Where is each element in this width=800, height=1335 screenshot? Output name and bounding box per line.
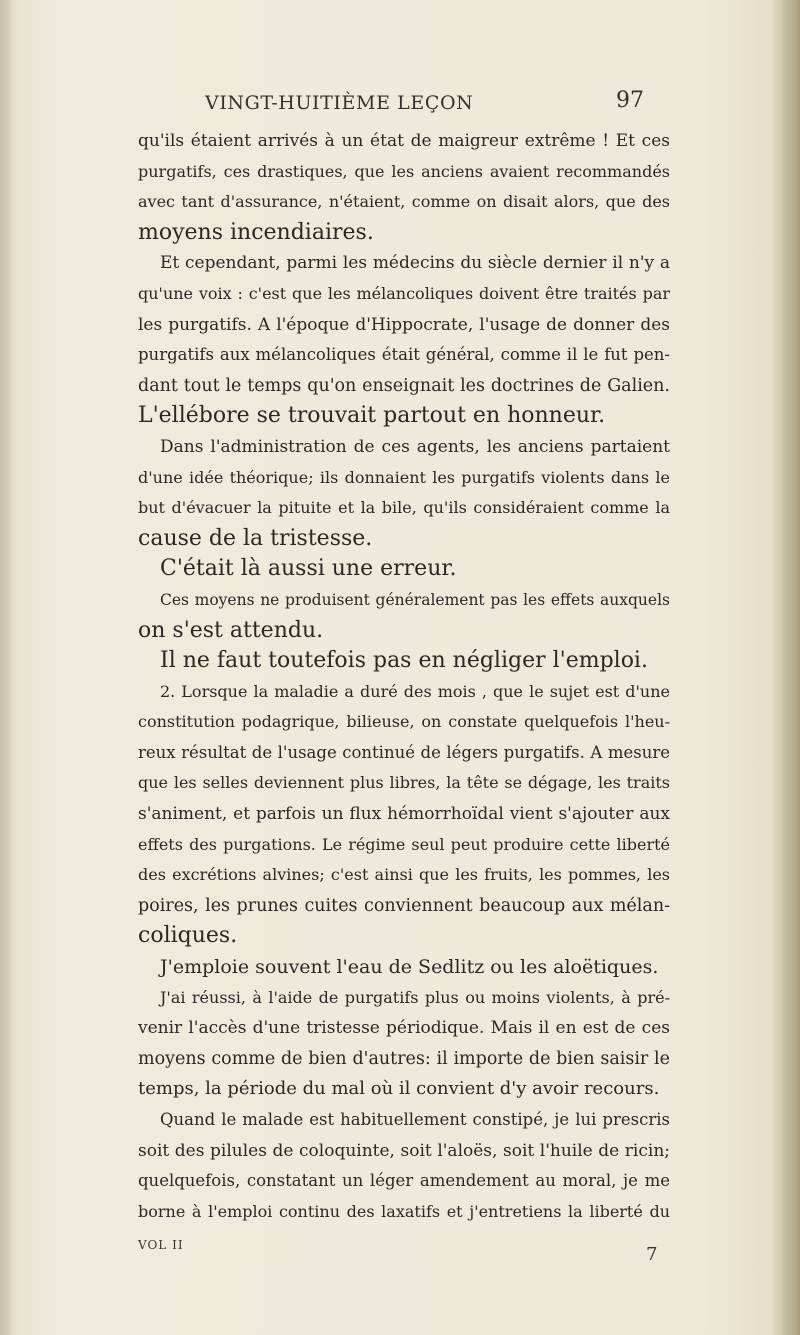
text-line: que les selles deviennent plus libres, la tête se dégage, les traits — [138, 773, 670, 793]
text-line: Ces moyens ne produisent généralement pas les effets auxquels — [160, 590, 670, 609]
page-footer — [138, 1238, 670, 1278]
text-line: d'une idée théorique; ils donnaient les purgatifs violents dans le — [138, 467, 670, 487]
page-number: 97 — [616, 88, 644, 113]
text-line: Il ne faut toutefois pas en négliger l'emploi. — [160, 648, 648, 674]
volume-signature: VOL II — [138, 1238, 184, 1252]
page-header — [0, 88, 800, 122]
text-line: dant tout le temps qu'on enseignait les doctrines de Galien. — [138, 375, 670, 396]
running-head: VINGT-HUITIÈME LEÇON — [205, 92, 474, 114]
text-line: coliques. — [138, 923, 238, 949]
text-line: Et cependant, parmi les médecins du siècle dernier il n'y a — [160, 253, 670, 274]
page-gutter-shadow — [0, 0, 14, 1335]
text-line: effets des purgations. Le régime seul peut produire cette liberté — [138, 834, 670, 854]
text-line: temps, la période du mal où il convient d'y avoir recours. — [138, 1078, 660, 1100]
text-line: soit des pilules de coloquinte, soit l'aloës, soit l'huile de ricin; — [138, 1140, 670, 1161]
text-line: but d'évacuer la pituite et la bile, qu'ils considéraient comme la — [138, 498, 670, 518]
text-line: L'ellébore se trouvait partout en honneur. — [138, 403, 606, 429]
text-line: J'emploie souvent l'eau de Sedlitz ou les aloëtiques. — [160, 956, 659, 979]
text-line: les purgatifs. A l'époque d'Hippocrate, l'usage de donner des — [138, 314, 670, 335]
signature-number: 7 — [646, 1244, 658, 1265]
text-line: qu'ils étaient arrivés à un état de maigreur extrême ! Et ces — [138, 131, 670, 151]
text-line: qu'une voix : c'est que les mélancoliques doivent être traités par — [138, 283, 670, 303]
text-line: quelquefois, constatant un léger amendement au moral, je me — [138, 1171, 670, 1191]
text-line: poires, les prunes cuites conviennent beaucoup aux mélan- — [138, 895, 670, 916]
text-line: on s'est attendu. — [138, 617, 324, 643]
text-line: Dans l'administration de ces agents, les anciens partaient — [160, 436, 670, 457]
text-line: s'animent, et parfois un flux hémorrhoïdal vient s'ajouter aux — [138, 804, 670, 825]
text-line: moyens incendiaires. — [138, 219, 374, 245]
text-line: C'était là aussi une erreur. — [160, 556, 457, 582]
text-line: moyens comme de bien d'autres: il importe de bien saisir le — [138, 1048, 670, 1069]
text-line: avec tant d'assurance, n'étaient, comme on disait alors, que des — [138, 192, 670, 212]
body-text — [138, 126, 670, 1227]
text-line: constitution podagrique, bilieuse, on constate quelquefois l'heu- — [138, 712, 670, 732]
text-line: J'ai réussi, à l'aide de purgatifs plus ou moins violents, à pré- — [160, 987, 670, 1007]
text-line: cause de la tristesse. — [138, 525, 373, 551]
text-line: borne à l'emploi continu des laxatifs et j'entretiens la liberté du — [138, 1201, 670, 1221]
text-line: Quand le malade est habituellement constipé, je lui prescris — [160, 1110, 670, 1129]
text-line: 2. Lorsque la maladie a duré des mois , que le sujet est d'une — [160, 681, 670, 701]
text-line: purgatifs aux mélancoliques était général, comme il le fut pen- — [138, 345, 670, 365]
text-line: venir l'accès d'une tristesse périodique. Mais il en est de ces — [138, 1018, 670, 1039]
text-line: reux résultat de l'usage continué de légers purgatifs. A mesure — [138, 742, 670, 762]
text-line: des excrétions alvines; c'est ainsi que les fruits, les pommes, les — [138, 865, 670, 885]
text-line: purgatifs, ces drastiques, que les anciens avaient recommandés — [138, 161, 670, 181]
page-edge — [782, 0, 800, 1335]
